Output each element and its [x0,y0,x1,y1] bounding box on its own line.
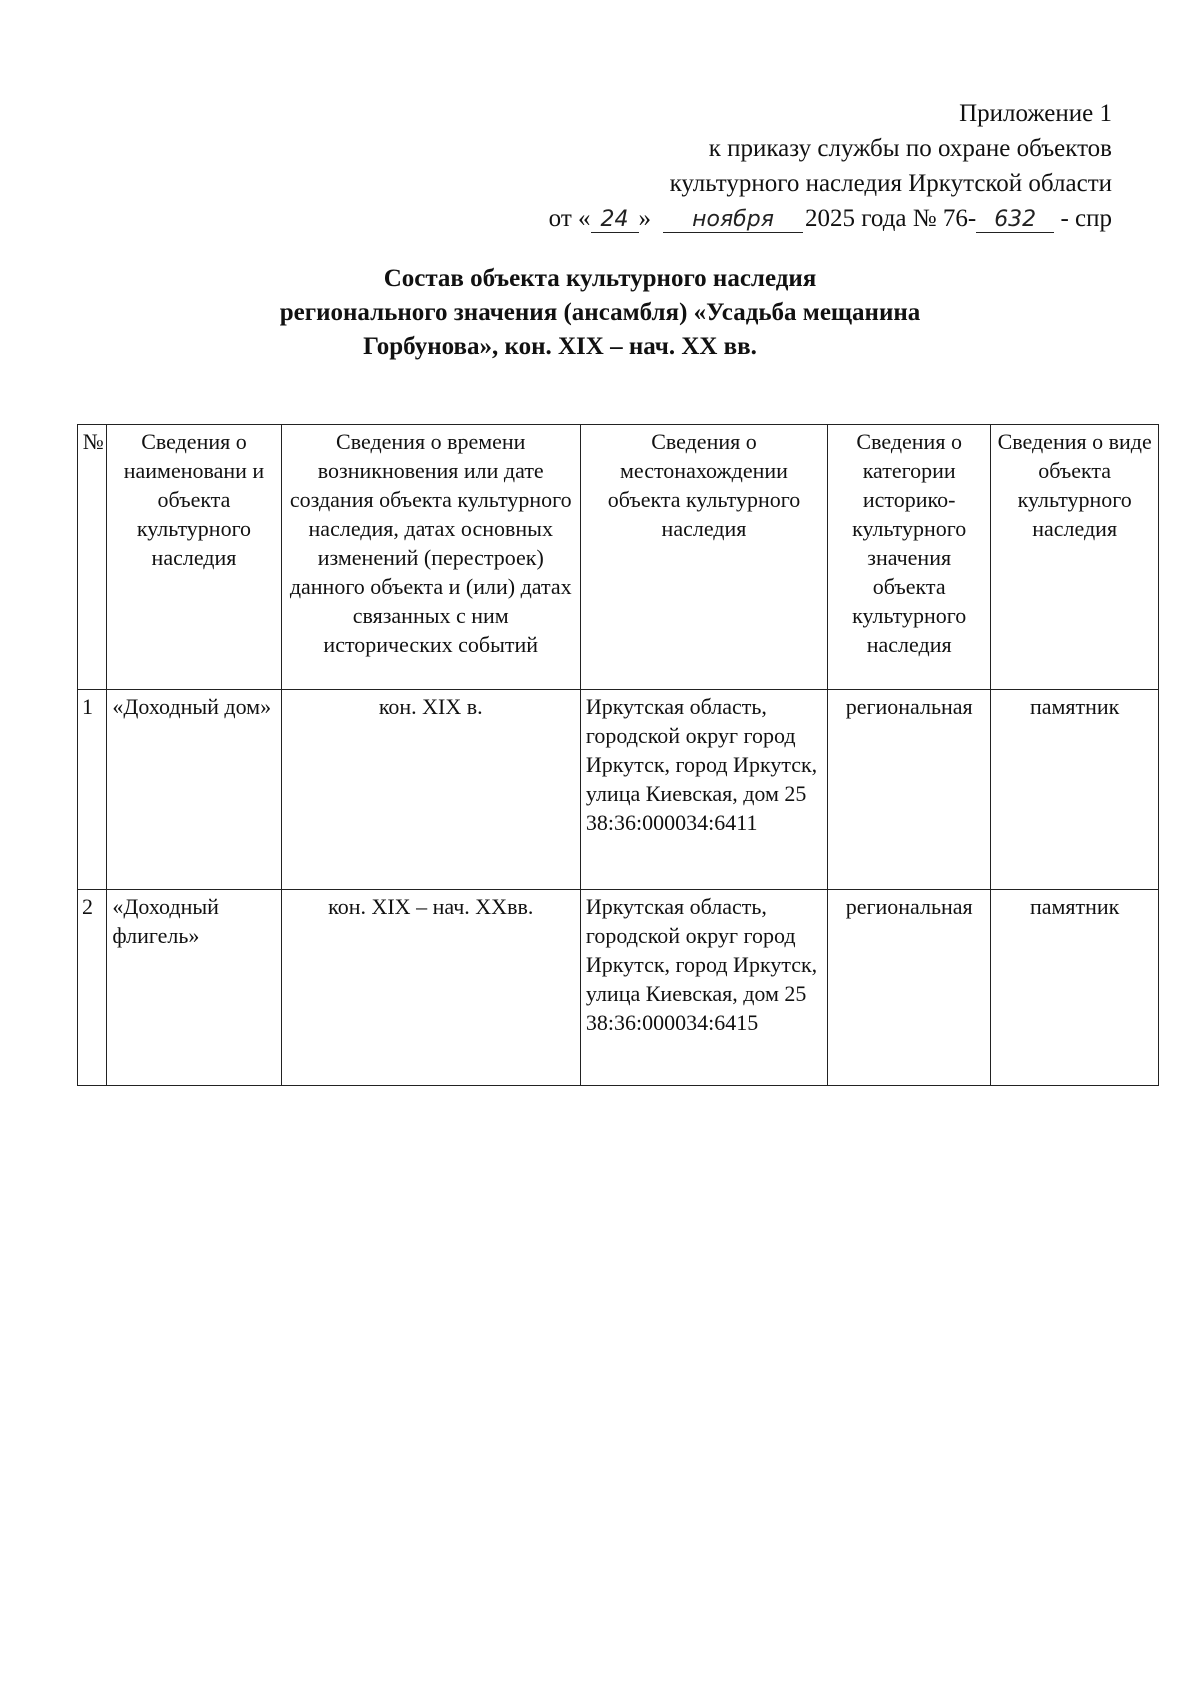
date-prefix: от « [548,205,591,232]
handwritten-month: ноября [663,208,803,233]
cell-name: «Доходный дом» [107,690,281,890]
cell-date: кон. XIX в. [281,690,580,890]
date-year: 2025 года № 76- [805,205,977,232]
cell-number: 2 [78,890,107,1086]
title-line-2: регионального значения (ансамбля) «Усадьба мещанина [279,299,921,326]
order-suffix: - спр [1054,205,1112,232]
document-title [0,262,1200,364]
title-line-3: Горбунова», кон. XIX – нач. XX вв. [363,333,757,360]
header-date: Сведения о времени возникновения или дате создания объекта культурного наследия, датах основных изменений (перестроек) данного объекта и (или) датах связанных с ним исторических событий [281,425,580,690]
table-header-row [78,425,1159,690]
header-name: Сведения о наименовани и объекта культурного наследия [107,425,281,690]
cell-category: региональная [828,690,991,890]
table-row [78,690,1159,890]
cell-category: региональная [828,890,991,1086]
appendix-header [412,96,1112,236]
cell-kind: памятник [991,890,1159,1086]
table-row [78,890,1159,1086]
header-location: Сведения о местонахождении объекта культурного наследия [580,425,827,690]
header-category: Сведения о категории историко-культурного значения объекта культурного наследия [828,425,991,690]
cell-number: 1 [78,690,107,890]
handwritten-order-number: 632 [976,208,1054,233]
title-line-1: Состав объекта культурного наследия [383,265,817,292]
cell-location: Иркутская область, городской округ город Иркутск, город Иркутск, улица Киевская, дом 25 38:36:000034:6411 [580,690,827,890]
cell-location: Иркутская область, городской округ город Иркутск, город Иркутск, улица Киевская, дом 25 38:36:000034:6415 [580,890,827,1086]
date-mid: » [638,205,652,232]
header-kind: Сведения о виде объекта культурного наследия [991,425,1159,690]
handwritten-day: 24 [591,208,639,233]
cell-name: «Доходный флигель» [107,890,281,1086]
cell-date: кон. XIX – нач. XXвв. [281,890,580,1086]
appendix-order-ref: к приказу службы по охране объектов [708,135,1112,162]
appendix-date-line [412,201,1112,236]
heritage-table [77,424,1159,1086]
appendix-authority: культурного наследия Иркутской области [669,170,1112,197]
appendix-title: Приложение 1 [959,100,1112,127]
header-number: № [78,425,107,690]
cell-kind: памятник [991,690,1159,890]
